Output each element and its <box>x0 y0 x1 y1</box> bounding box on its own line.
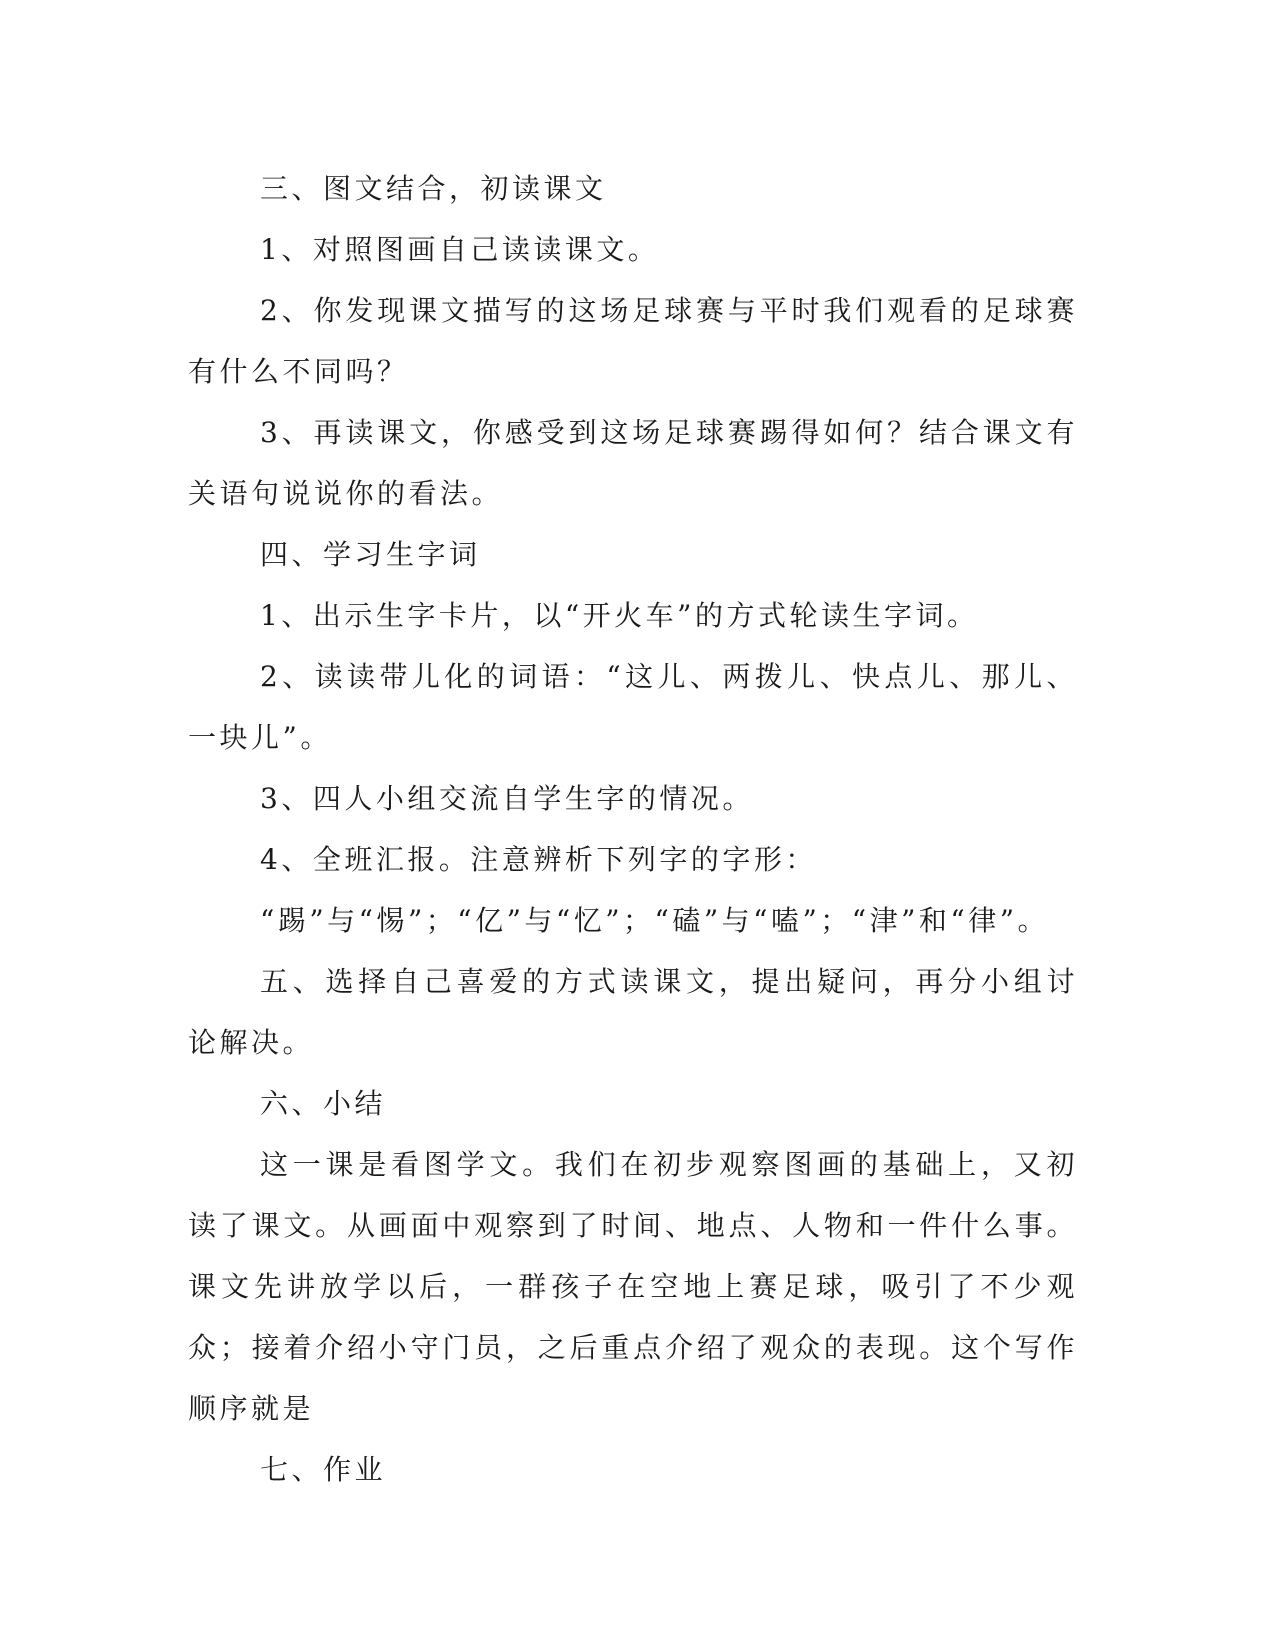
paragraph-3-2: 2、你发现课文描写的这场足球赛与平时我们观看的足球赛有什么不同吗？ <box>188 294 1078 388</box>
paragraph-4-2: 2、读读带儿化的词语：“这儿、两拨儿、快点儿、那儿、一块儿”。 <box>188 660 1078 754</box>
paragraph-summary: 这一课是看图学文。我们在初步观察图画的基础上，又初读了课文。从画面中观察到了时间、地点、人物和一件什么事。课文先讲放学以后，一群孩子在空地上赛足球，吸引了不少观众；接着介绍小守门员，之后重点介绍了观众的表现。这个写作顺序就是 <box>188 1148 1078 1425</box>
paragraph-3-1: 1、对照图画自己读读课文。 <box>260 233 660 266</box>
paragraph-4-3: 3、四人小组交流自学生字的情况。 <box>260 782 754 815</box>
heading-section-3: 三、图文结合，初读课文 <box>260 172 607 205</box>
heading-section-6: 六、小结 <box>260 1087 387 1120</box>
paragraph-4-1: 1、出示生字卡片，以“开火车”的方式轮读生字词。 <box>260 599 979 632</box>
heading-section-7: 七、作业 <box>260 1453 387 1486</box>
heading-section-4: 四、学习生字词 <box>260 538 481 571</box>
paragraph-4-chars: “踢”与“惕”；“亿”与“忆”；“磕”与“嗑”；“津”和“律”。 <box>260 904 1050 937</box>
paragraph-3-3: 3、再读课文，你感受到这场足球赛踢得如何？结合课文有关语句说说你的看法。 <box>188 416 1078 510</box>
document-body <box>188 158 1078 1500</box>
paragraph-4-4: 4、全班汇报。注意辨析下列字的字形： <box>260 843 817 876</box>
heading-section-5: 五、选择自己喜爱的方式读课文，提出疑问，再分小组讨论解决。 <box>188 965 1078 1059</box>
